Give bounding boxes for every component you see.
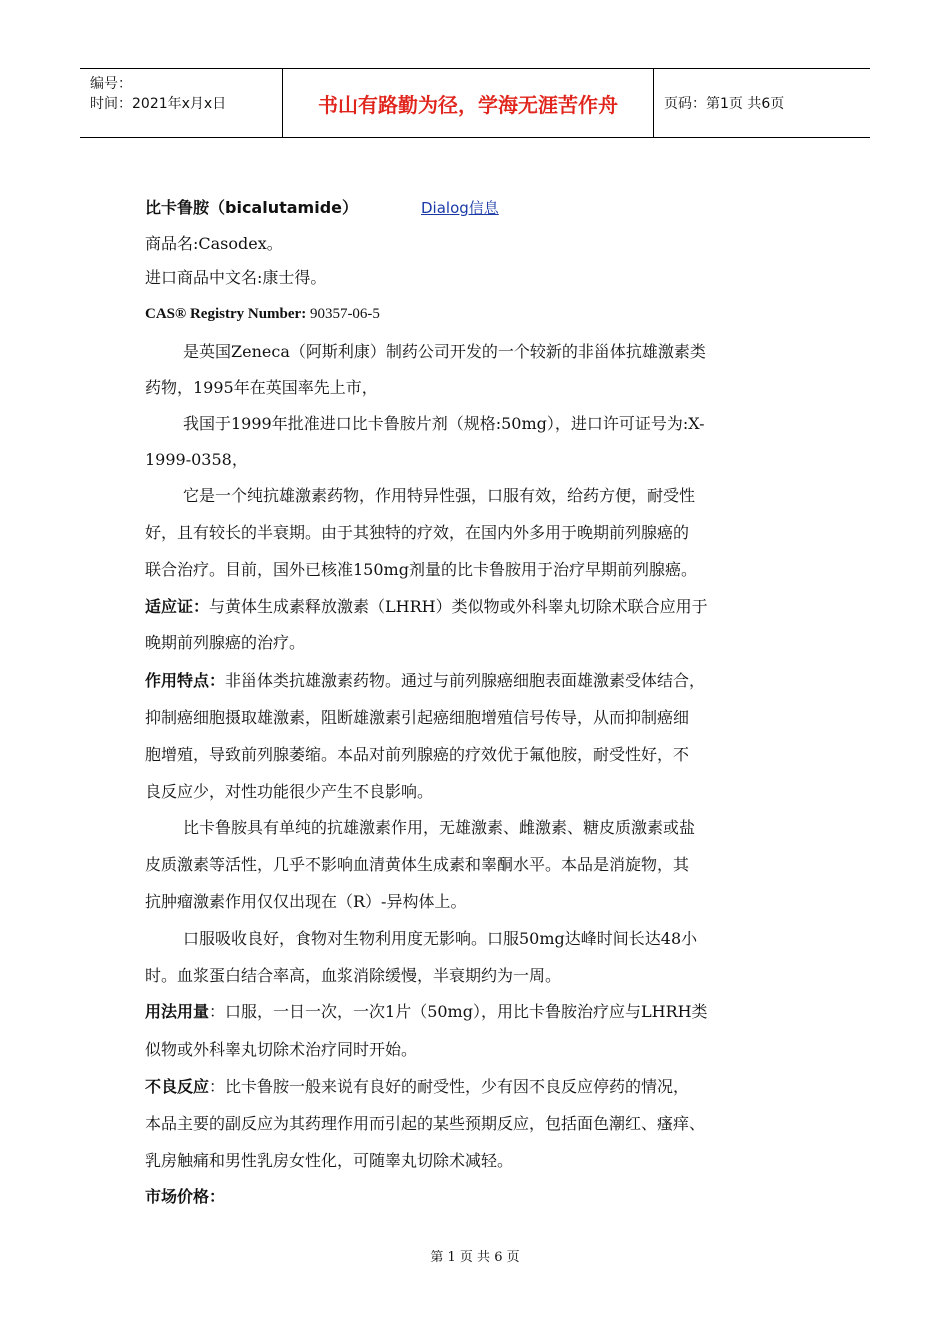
- paragraph-line: 时。血浆蛋白结合率高，血浆消除缓慢，半衰期约为一周。: [145, 966, 562, 985]
- page-footer: 第 1 页 共 6 页: [430, 1250, 520, 1265]
- paragraph-line: 抗肿瘤激素作用仅仅出现在（R）-异构体上。: [145, 892, 467, 911]
- indication-label: 适应证：: [145, 597, 210, 616]
- paragraph-line: 比卡鲁胺具有单纯的抗雄激素作用，无雄激素、雌激素、糖皮质激素或盐: [183, 818, 696, 837]
- paragraph-line: 药物，1995年在英国率先上市，: [145, 378, 378, 397]
- indication-line: 适应证：与黄体生成素释放激素（LHRH）类似物或外科睾丸切除术联合应用于: [145, 597, 708, 616]
- trade-name: 商品名:Casodex。: [145, 234, 283, 253]
- cn-trade-name: 进口商品中文名:康士得。: [145, 268, 327, 287]
- adverse-line: 不良反应：比卡鲁胺一般来说有良好的耐受性，少有因不良反应停药的情况，: [145, 1077, 690, 1096]
- paragraph-line: 似物或外科睾丸切除术治疗同时开始。: [145, 1040, 418, 1059]
- paragraph-line: 抑制癌细胞摄取雄激素，阻断雄激素引起癌细胞增殖信号传导，从而抑制癌细: [145, 708, 690, 727]
- cas-value: 90357-06-5: [306, 306, 380, 322]
- dialog-info-link[interactable]: Dialog信息: [421, 199, 499, 217]
- paragraph-line: 它是一个纯抗雄激素药物，作用特异性强，口服有效，给药方便，耐受性: [183, 486, 696, 505]
- paragraph-line: 好，且有较长的半衰期。由于其独特的疗效，在国内外多用于晚期前列腺癌的: [145, 523, 690, 542]
- paragraph-line: 口服吸收良好，食物对生物利用度无影响。口服50mg达峰时间长达48小: [183, 929, 698, 948]
- page-header: [80, 68, 870, 138]
- paragraph-line: 1999-0358，: [145, 450, 248, 469]
- paragraph-line: 胞增殖，导致前列腺萎缩。本品对前列腺癌的疗效优于氟他胺，耐受性好，不: [145, 745, 690, 764]
- dosage-label: 用法用量: [145, 1002, 210, 1021]
- paragraph-line: 我国于1999年批准进口比卡鲁胺片剂（规格:50mg），进口许可证号为:X-: [183, 414, 705, 433]
- paragraph-line: 是英国Zeneca（阿斯利康）制药公司开发的一个较新的非甾体抗雄激素类: [183, 342, 706, 361]
- features-label: 作用特点：: [145, 671, 226, 690]
- paragraph-line: 乳房触痛和男性乳房女性化，可随睾丸切除术减轻。: [145, 1151, 514, 1170]
- cas-line: [145, 304, 380, 324]
- dosage-line: 用法用量：口服，一日一次，一次1片（50mg），用比卡鲁胺治疗应与LHRH类: [145, 1002, 708, 1021]
- cas-label: CAS® Registry Number:: [145, 306, 307, 322]
- paragraph-line: 良反应少，对性功能很少产生不良影响。: [145, 782, 434, 801]
- paragraph-line: 皮质激素等活性，几乎不影响血清黄体生成素和睾酮水平。本品是消旋物，其: [145, 855, 690, 874]
- title-line: [145, 198, 499, 218]
- paragraph-line: 晚期前列腺癌的治疗。: [145, 633, 306, 652]
- price-label: 市场价格：: [145, 1187, 226, 1206]
- adverse-label: 不良反应: [145, 1077, 210, 1096]
- paragraph-line: 联合治疗。目前，国外已核准150mg剂量的比卡鲁胺用于治疗早期前列腺癌。: [145, 560, 697, 579]
- features-line: 作用特点：非甾体类抗雄激素药物。通过与前列腺癌细胞表面雄激素受体结合，: [145, 671, 706, 690]
- document-number-label: 编号：: [90, 76, 132, 92]
- paragraph-line: 本品主要的副反应为其药理作用而引起的某些预期反应，包括面色潮红、瘙痒、: [145, 1114, 706, 1133]
- document-date: 时间：2021年x月x日: [90, 96, 227, 112]
- header-meta: [80, 69, 283, 137]
- header-motto: 书山有路勤为径，学海无涯苦作舟: [283, 69, 654, 137]
- header-page-info: 页码：第1页 共6页: [664, 96, 785, 112]
- drug-title: 比卡鲁胺（bicalutamide）: [145, 198, 359, 217]
